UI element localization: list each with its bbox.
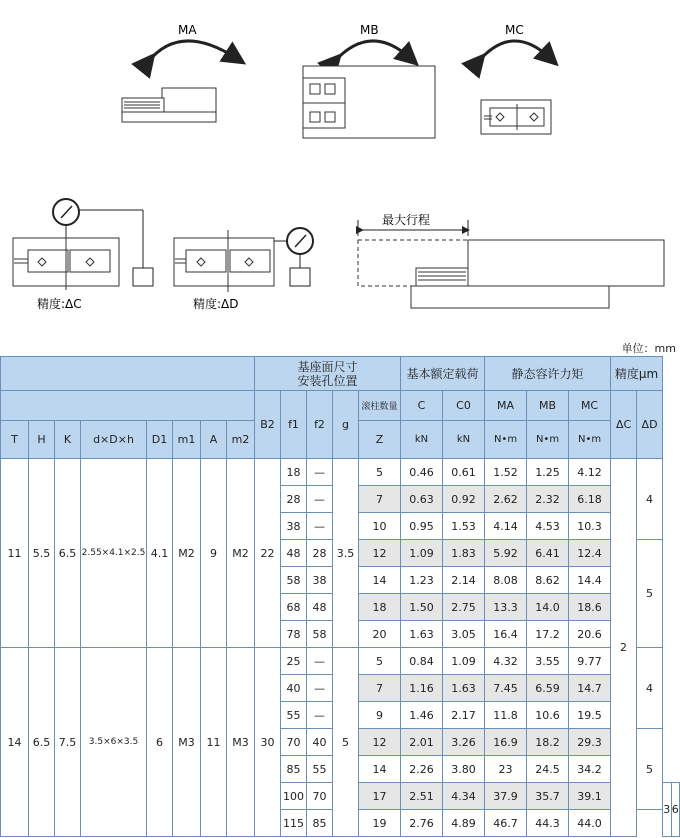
cell-m1: M2 — [173, 459, 201, 648]
cell-f2: 85 — [307, 810, 333, 837]
cell-f1: 55 — [281, 702, 307, 729]
header-blank — [1, 357, 255, 391]
cell-dC: 3 — [663, 783, 671, 837]
spec-table-body — [1, 459, 680, 837]
cell-MA: 11.8 — [485, 702, 527, 729]
cell-MC: 12.4 — [569, 540, 611, 567]
cell-T: 11 — [1, 459, 29, 648]
accuracy-c-diagram — [13, 199, 153, 311]
cell-C0: 1.83 — [443, 540, 485, 567]
cell-f2: — — [307, 513, 333, 540]
cell-C: 1.50 — [401, 594, 443, 621]
cell-C: 0.63 — [401, 486, 443, 513]
cell-MA: 4.14 — [485, 513, 527, 540]
cell-C: 0.46 — [401, 459, 443, 486]
col-K: K — [55, 421, 81, 459]
unit-MB: N•m — [527, 421, 569, 459]
moment-mc-label: MC — [505, 23, 524, 37]
cell-A: 11 — [201, 648, 227, 837]
cell-B2: 30 — [255, 648, 281, 837]
cell-MA: 37.9 — [485, 783, 527, 810]
cell-MC: 4.12 — [569, 459, 611, 486]
cell-C: 2.76 — [401, 810, 443, 837]
col-g: g — [333, 391, 359, 459]
cell-C0: 1.53 — [443, 513, 485, 540]
cell-MC: 10.3 — [569, 513, 611, 540]
cell-A: 9 — [201, 459, 227, 648]
cell-MB: 44.3 — [527, 810, 569, 837]
cell-MB: 1.25 — [527, 459, 569, 486]
col-f2: f2 — [307, 391, 333, 459]
cell-f1: 68 — [281, 594, 307, 621]
cell-C: 0.95 — [401, 513, 443, 540]
cell-K: 6.5 — [55, 459, 81, 648]
cell-C: 2.51 — [401, 783, 443, 810]
cell-MA: 2.62 — [485, 486, 527, 513]
cell-dD: 5 — [637, 540, 663, 648]
cell-f1: 70 — [281, 729, 307, 756]
col-T: T — [1, 421, 29, 459]
cell-K: 7.5 — [55, 648, 81, 837]
cell-f1: 18 — [281, 459, 307, 486]
max-stroke-diagram — [358, 212, 664, 308]
cell-C: 1.46 — [401, 702, 443, 729]
cell-T: 14 — [1, 648, 29, 837]
roller-count-label: 滚柱数量 — [359, 391, 401, 421]
accuracy-c-label: 精度:ΔC — [37, 297, 82, 311]
cell-MC: 44.0 — [569, 810, 611, 837]
cell-MC: 34.2 — [569, 756, 611, 783]
cell-MA: 4.32 — [485, 648, 527, 675]
cell-MC: 9.77 — [569, 648, 611, 675]
cell-C0: 0.61 — [443, 459, 485, 486]
diagram-area — [0, 0, 680, 330]
accuracy-d-diagram — [174, 228, 313, 311]
cell-f1: 85 — [281, 756, 307, 783]
cell-f1: 40 — [281, 675, 307, 702]
moment-ma-diagram — [122, 23, 236, 122]
cell-MB: 6.59 — [527, 675, 569, 702]
col-m2: m2 — [227, 421, 255, 459]
cell-g: 3.5 — [333, 459, 359, 648]
cell-MC: 6.18 — [569, 486, 611, 513]
cell-dDh: 3.5×6×3.5 — [81, 648, 147, 837]
cell-C0: 3.26 — [443, 729, 485, 756]
cell-C0: 1.09 — [443, 648, 485, 675]
cell-MA: 16.4 — [485, 621, 527, 648]
col-A: A — [201, 421, 227, 459]
cell-MA: 5.92 — [485, 540, 527, 567]
cell-Z: 14 — [359, 567, 401, 594]
cell-dDh: 2.55×4.1×2.5 — [81, 459, 147, 648]
cell-MA: 16.9 — [485, 729, 527, 756]
cell-f1: 78 — [281, 621, 307, 648]
cell-dD: 6 — [671, 783, 679, 837]
cell-m2: M3 — [227, 648, 255, 837]
accuracy-d-label: 精度:ΔD — [193, 297, 239, 311]
table-row — [1, 459, 680, 486]
cell-Z: 17 — [359, 783, 401, 810]
col-dDh: d×D×h — [81, 421, 147, 459]
cell-f1: 48 — [281, 540, 307, 567]
cell-f2: — — [307, 486, 333, 513]
cell-f2: 58 — [307, 621, 333, 648]
cell-C0: 3.05 — [443, 621, 485, 648]
cell-f2: 48 — [307, 594, 333, 621]
cell-Z: 18 — [359, 594, 401, 621]
cell-C0: 4.34 — [443, 783, 485, 810]
cell-dD: 4 — [637, 648, 663, 729]
cell-f2: — — [307, 648, 333, 675]
cell-MC: 20.6 — [569, 621, 611, 648]
cell-C0: 3.80 — [443, 756, 485, 783]
cell-f1: 25 — [281, 648, 307, 675]
table-row — [1, 648, 680, 675]
cell-f2: — — [307, 675, 333, 702]
cell-C0: 2.14 — [443, 567, 485, 594]
max-stroke-label: 最大行程 — [382, 213, 431, 227]
cell-f1: 38 — [281, 513, 307, 540]
cell-f1: 28 — [281, 486, 307, 513]
cell-dD: 4 — [637, 459, 663, 540]
cell-C: 1.16 — [401, 675, 443, 702]
cell-Z: 5 — [359, 459, 401, 486]
cell-Z: 9 — [359, 702, 401, 729]
col-dD: ΔD — [637, 391, 663, 459]
cell-H: 5.5 — [29, 459, 55, 648]
cell-f1: 100 — [281, 783, 307, 810]
cell-D1: 6 — [147, 648, 173, 837]
cell-MA: 23 — [485, 756, 527, 783]
cell-C: 1.23 — [401, 567, 443, 594]
moment-mb-label: MB — [360, 23, 379, 37]
col-B2: B2 — [255, 391, 281, 459]
cell-MA: 46.7 — [485, 810, 527, 837]
cell-MB: 4.53 — [527, 513, 569, 540]
moment-ma-label: MA — [178, 23, 197, 37]
cell-dC: 2 — [611, 459, 637, 837]
cell-MC: 14.4 — [569, 567, 611, 594]
col-m1: m1 — [173, 421, 201, 459]
unit-C: kN — [401, 421, 443, 459]
cell-Z: 10 — [359, 513, 401, 540]
cell-MB: 14.0 — [527, 594, 569, 621]
cell-Z: 7 — [359, 675, 401, 702]
cell-MB: 2.32 — [527, 486, 569, 513]
cell-C: 1.63 — [401, 621, 443, 648]
spec-table — [0, 356, 680, 837]
cell-f1: 58 — [281, 567, 307, 594]
cell-C0: 4.89 — [443, 810, 485, 837]
cell-Z: 12 — [359, 729, 401, 756]
cell-dD: 5 — [637, 729, 663, 810]
header-load-rating: 基本额定载荷 — [401, 357, 485, 391]
cell-C0: 1.63 — [443, 675, 485, 702]
col-C0: C0 — [443, 391, 485, 421]
cell-f2: 55 — [307, 756, 333, 783]
cell-Z: 19 — [359, 810, 401, 837]
cell-C0: 2.17 — [443, 702, 485, 729]
cell-C: 2.01 — [401, 729, 443, 756]
cell-C: 2.26 — [401, 756, 443, 783]
cell-H: 6.5 — [29, 648, 55, 837]
col-C: C — [401, 391, 443, 421]
unit-MC: N•m — [569, 421, 611, 459]
col-MA: MA — [485, 391, 527, 421]
cell-f2: — — [307, 459, 333, 486]
cell-MA: 1.52 — [485, 459, 527, 486]
cell-MB: 10.6 — [527, 702, 569, 729]
cell-f2: 70 — [307, 783, 333, 810]
col-MC: MC — [569, 391, 611, 421]
cell-C0: 0.92 — [443, 486, 485, 513]
cell-D1: 4.1 — [147, 459, 173, 648]
col-H: H — [29, 421, 55, 459]
cell-f1: 115 — [281, 810, 307, 837]
cell-MA: 8.08 — [485, 567, 527, 594]
cell-MA: 7.45 — [485, 675, 527, 702]
cell-MC: 39.1 — [569, 783, 611, 810]
cell-MB: 17.2 — [527, 621, 569, 648]
header-base-mount: 基座面尺寸 安装孔位置 — [255, 357, 401, 391]
cell-Z: 7 — [359, 486, 401, 513]
cell-f2: — — [307, 702, 333, 729]
cell-f2: 28 — [307, 540, 333, 567]
cell-Z: 12 — [359, 540, 401, 567]
col-D1: D1 — [147, 421, 173, 459]
cell-MB: 35.7 — [527, 783, 569, 810]
cell-MB: 8.62 — [527, 567, 569, 594]
cell-Z: 5 — [359, 648, 401, 675]
col-Z: Z — [359, 421, 401, 459]
cell-m2: M2 — [227, 459, 255, 648]
unit-C0: kN — [443, 421, 485, 459]
cell-MC: 18.6 — [569, 594, 611, 621]
cell-MC: 29.3 — [569, 729, 611, 756]
cell-m1: M3 — [173, 648, 201, 837]
cell-MB: 6.41 — [527, 540, 569, 567]
header-blank-2 — [1, 391, 255, 421]
cell-MB: 24.5 — [527, 756, 569, 783]
cell-f2: 40 — [307, 729, 333, 756]
col-dC: ΔC — [611, 391, 637, 459]
header-accuracy: 精度μm — [611, 357, 663, 391]
unit-label: 单位：mm — [621, 342, 676, 355]
cell-MC: 14.7 — [569, 675, 611, 702]
cell-g: 5 — [333, 648, 359, 837]
cell-MA: 13.3 — [485, 594, 527, 621]
cell-MB: 18.2 — [527, 729, 569, 756]
cell-B2: 22 — [255, 459, 281, 648]
cell-f2: 38 — [307, 567, 333, 594]
unit-MA: N•m — [485, 421, 527, 459]
cell-Z: 20 — [359, 621, 401, 648]
col-f1: f1 — [281, 391, 307, 459]
moment-mb-diagram — [303, 23, 435, 138]
moment-mc-diagram — [478, 23, 551, 134]
cell-C: 0.84 — [401, 648, 443, 675]
cell-C: 1.09 — [401, 540, 443, 567]
header-static-moment: 静态容许力矩 — [485, 357, 611, 391]
cell-MB: 3.55 — [527, 648, 569, 675]
cell-MC: 19.5 — [569, 702, 611, 729]
col-MB: MB — [527, 391, 569, 421]
cell-Z: 14 — [359, 756, 401, 783]
cell-C0: 2.75 — [443, 594, 485, 621]
